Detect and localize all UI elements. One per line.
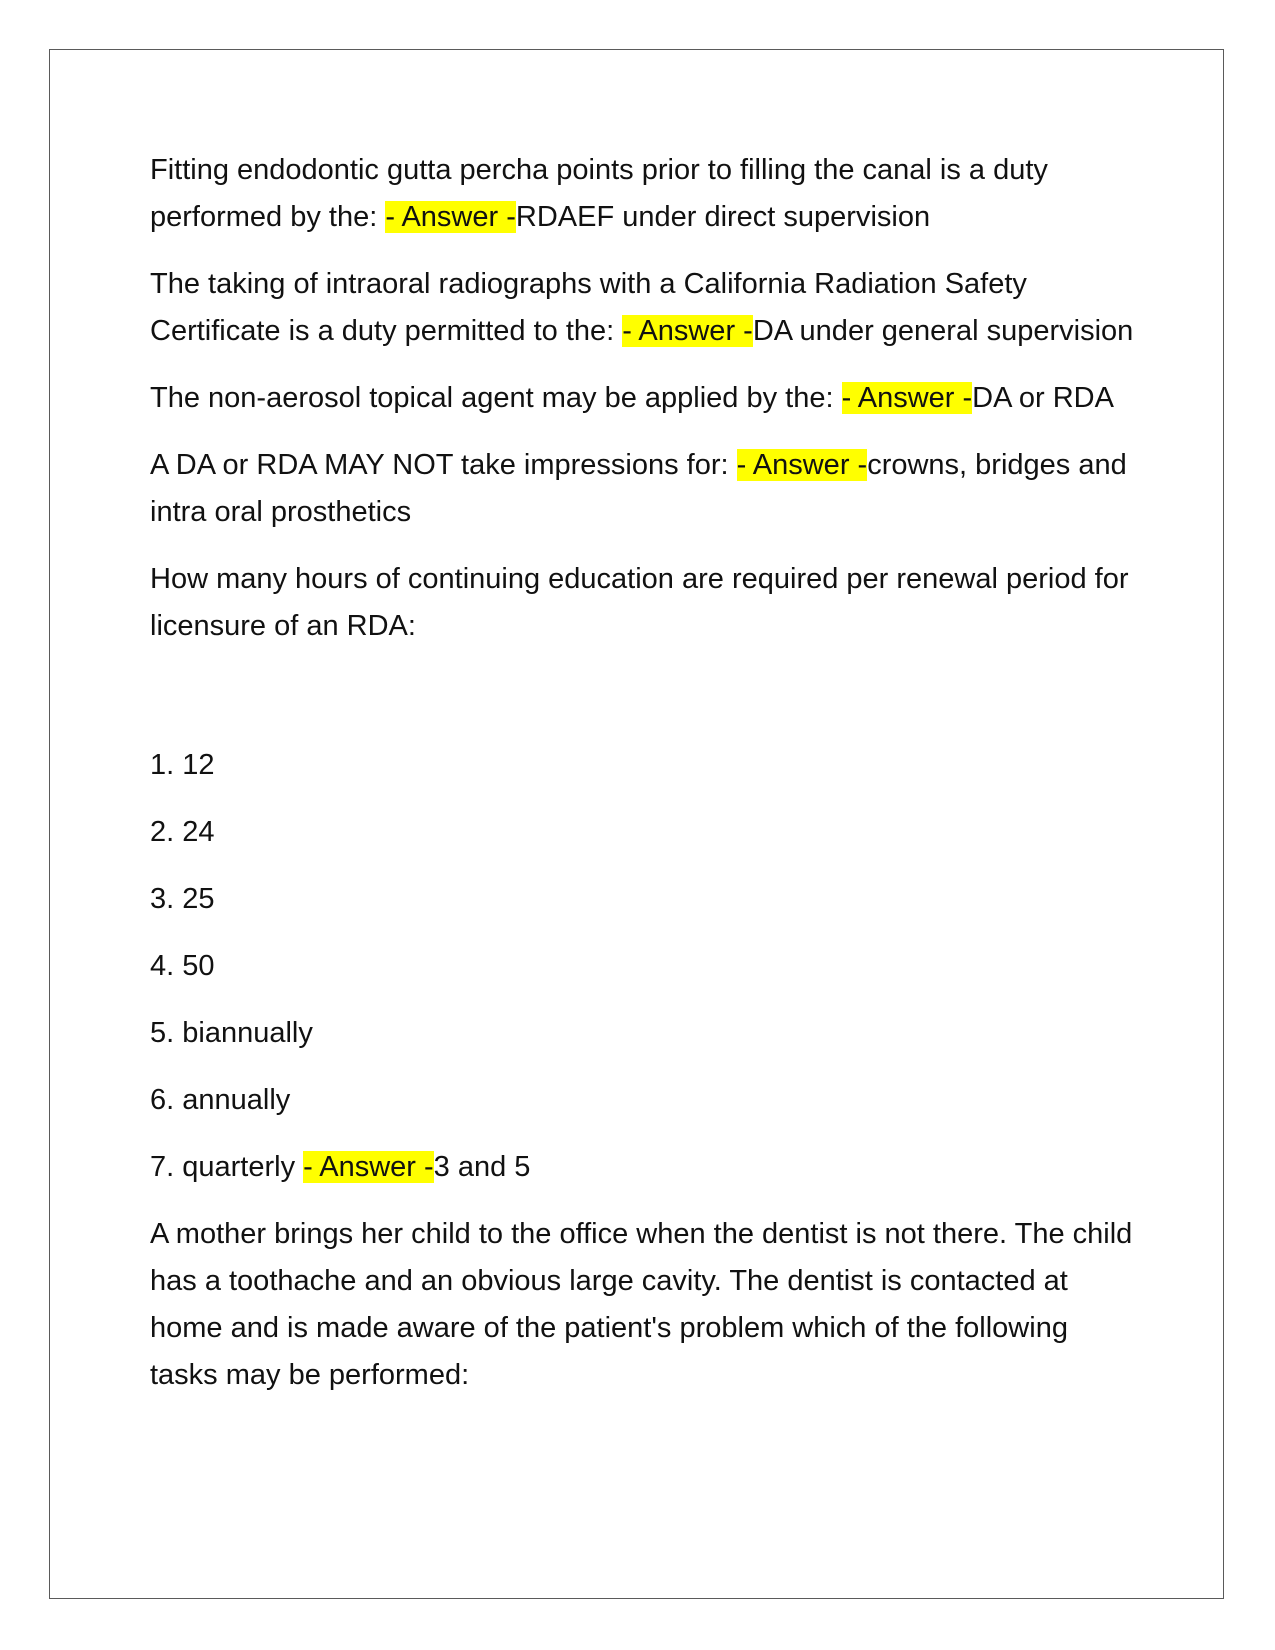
option-item: 6. annually	[150, 1084, 291, 1116]
option-item: 4. 50	[150, 950, 215, 982]
question-text: The taking of intraoral radiographs with a California Radiation Safety Certificate is a duty permitted to the:	[150, 268, 1027, 347]
option-text: 7. quarterly	[150, 1151, 304, 1183]
ce-question-text: How many hours of continuing education are required per renewal period for licensure of an RDA:	[150, 563, 1129, 642]
question-text: The non-aerosol topical agent may be applied by the:	[150, 382, 842, 414]
question-text: Fitting endodontic gutta percha points prior to filling the canal is a duty performed by the:	[150, 154, 1048, 233]
qa-item	[150, 442, 1140, 536]
option-item: 2. 24	[150, 816, 215, 848]
qa-item	[150, 375, 1140, 422]
document-body	[150, 147, 1140, 1419]
answer-text: DA or RDA	[972, 382, 1114, 414]
option-item-with-answer	[150, 1144, 1140, 1191]
answer-highlight: - Answer -	[385, 201, 516, 233]
option-item: 1. 12	[150, 749, 215, 781]
spacer	[150, 670, 1140, 742]
answer-highlight: - Answer -	[303, 1151, 434, 1183]
answer-text: 3 and 5	[433, 1151, 531, 1183]
answer-text: DA under general supervision	[752, 315, 1134, 347]
final-question-text: A mother brings her child to the office when the dentist is not there. The child has a toothache and an obvious large cavity. The dentist is contacted at home and is made aware of the patient's problem which of the following tasks may be performed:	[150, 1218, 1133, 1391]
answer-highlight: - Answer -	[622, 315, 753, 347]
option-item: 5. biannually	[150, 1017, 313, 1049]
answer-text: RDAEF under direct supervision	[515, 201, 931, 233]
answer-highlight: - Answer -	[736, 449, 868, 481]
option-item: 3. 25	[150, 883, 215, 915]
answer-text: crowns, bridges and intra oral prosthetics	[150, 449, 1127, 528]
question-text: A DA or RDA MAY NOT take impressions for:	[150, 449, 737, 481]
answer-highlight: - Answer -	[841, 382, 973, 414]
qa-item	[150, 261, 1140, 355]
qa-item	[150, 147, 1140, 241]
